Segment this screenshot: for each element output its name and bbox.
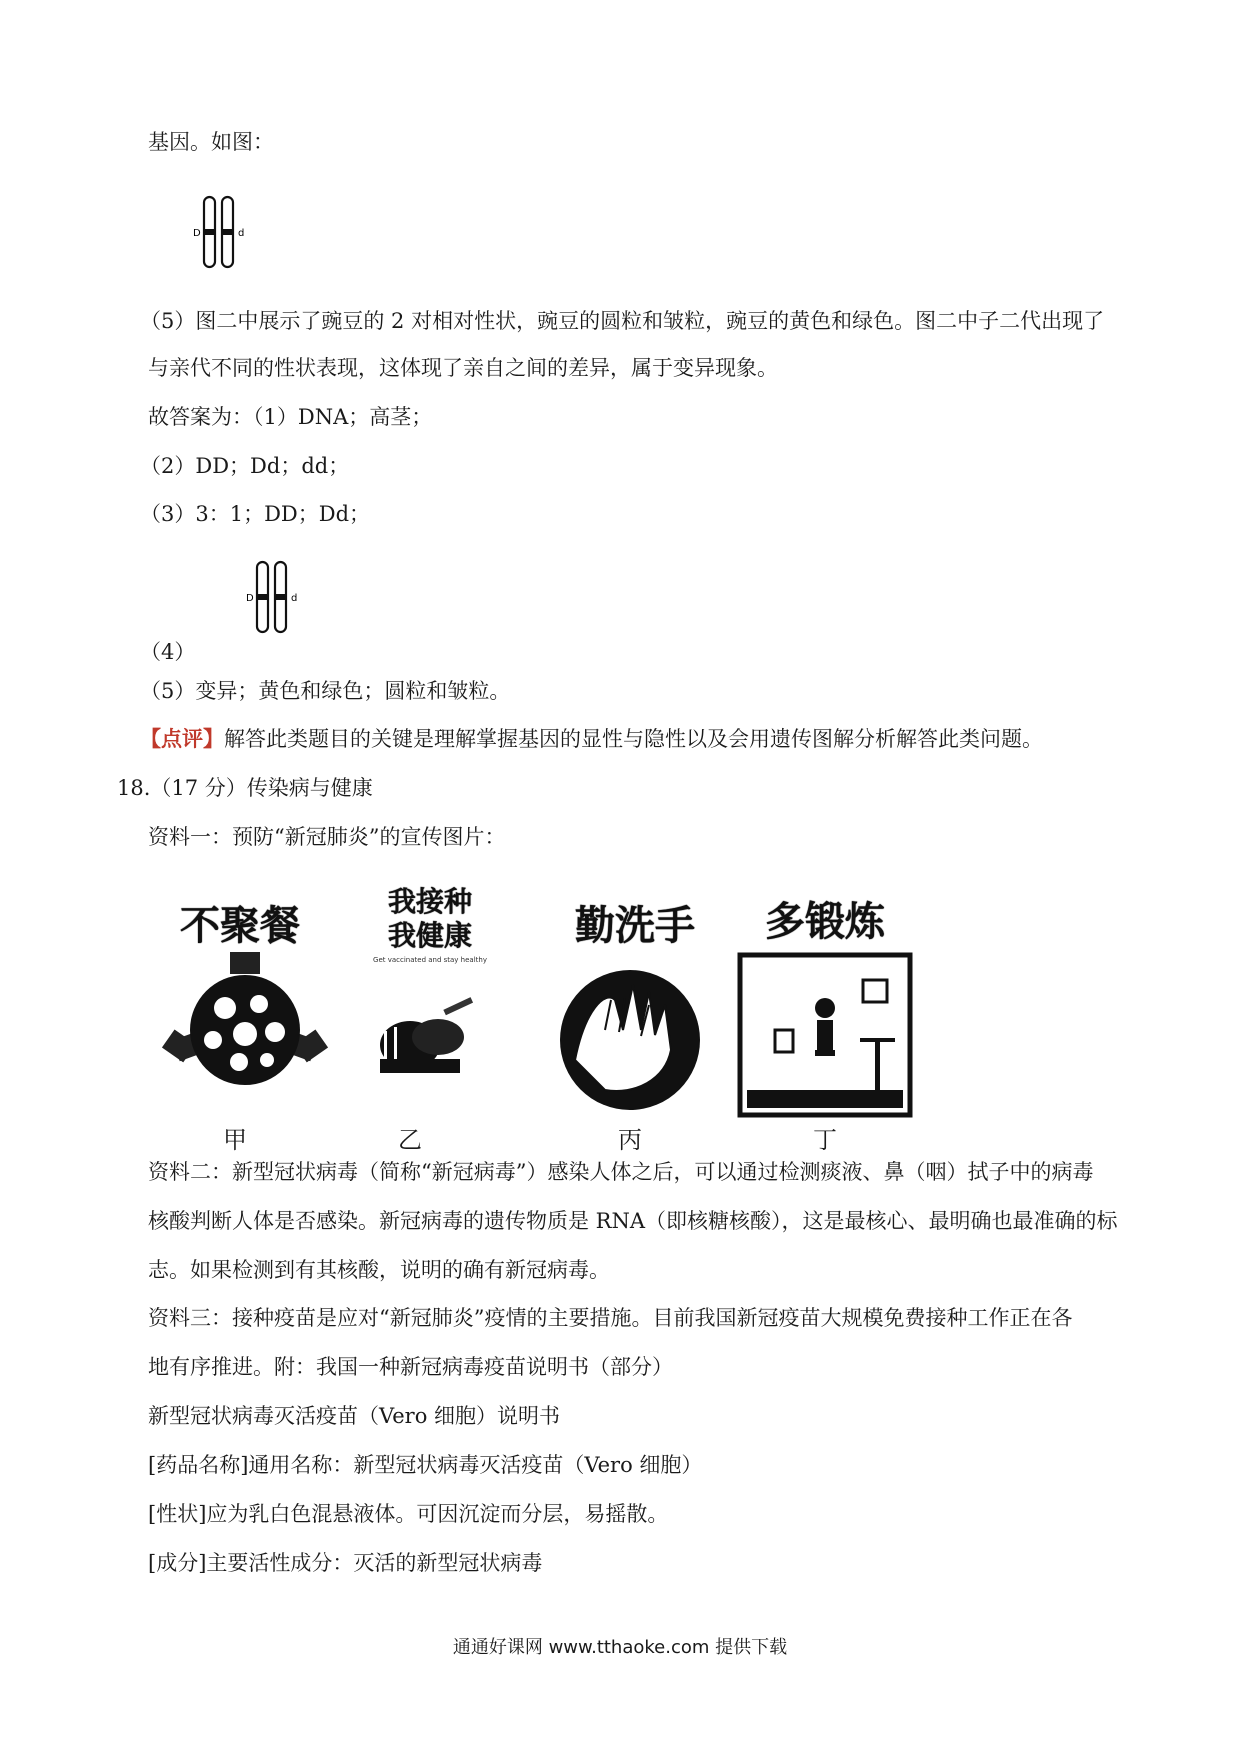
exercise-scene-icon <box>735 880 915 1120</box>
text-line <box>140 727 1043 751</box>
poster-title: 不聚餐 <box>180 903 300 949</box>
gene-band-left <box>204 229 215 235</box>
text-line: 资料二：新型冠状病毒（简称“新冠病毒”）感染人体之后，可以通过检测痰液、鼻（咽）拭子中的病毒 <box>148 1160 1094 1184</box>
chromosome-pair-figure <box>192 195 252 270</box>
gene-label-right: d <box>238 228 245 239</box>
poster-title: 我健康 <box>387 919 472 952</box>
poster-caption: 丁 <box>813 1126 837 1154</box>
text-line: 与亲代不同的性状表现，这体现了亲自之间的差异，属于变异现象。 <box>148 356 778 380</box>
chromosome-pair-figure <box>245 560 305 635</box>
page-footer: 通通好课网 www.tthaoke.com 提供下载 <box>452 1637 788 1658</box>
text-line: （5）图二中展示了豌豆的 2 对相对性状，豌豆的圆粒和皱粒，豌豆的黄色和绿色。图二中子二代出现了 <box>140 309 1105 333</box>
comment-tag: 【点评】 <box>140 726 224 751</box>
text-line: [性状]应为乳白色混悬液体。可因沉淀而分层，易摇散。 <box>148 1502 669 1526</box>
text-line: 基因。如图： <box>148 130 274 154</box>
gene-band-right <box>275 594 286 600</box>
vaccine-arm-icon <box>340 880 520 1120</box>
poster-title: 多锻炼 <box>765 899 885 945</box>
text-line: （4） <box>140 640 196 664</box>
text-line: （5）变异；黄色和绿色；圆粒和皱粒。 <box>140 679 511 703</box>
poster-caption: 丙 <box>618 1126 642 1154</box>
gene-label-left: D <box>246 593 254 604</box>
poster-title: 勤洗手 <box>575 903 695 949</box>
text-line: （3）3：1；DD；Dd； <box>140 502 371 526</box>
text-line: 故答案为：（1）DNA；高茎； <box>148 405 433 429</box>
round-table-icon <box>150 880 330 1120</box>
poster-title: 我接种 <box>387 885 472 918</box>
text-line: [药品名称]通用名称：新型冠状病毒灭活疫苗（Vero 细胞） <box>148 1453 703 1477</box>
poster-no-gathering <box>150 880 330 1120</box>
text-line: 资料一：预防“新冠肺炎”的宣传图片： <box>148 825 506 849</box>
text-line: 志。如果检测到有其核酸，说明的确有新冠病毒。 <box>148 1258 610 1282</box>
poster-wash-hands <box>545 880 725 1120</box>
gene-band-right <box>222 229 233 235</box>
question-heading: 18.（17 分）传染病与健康 <box>117 776 373 800</box>
poster-caption: 乙 <box>398 1126 422 1154</box>
poster-vaccination <box>340 880 520 1120</box>
text-line: [成分]主要活性成分：灭活的新型冠状病毒 <box>148 1551 543 1575</box>
gene-label-right: d <box>291 593 298 604</box>
comment-text: 解答此类题目的关键是理解掌握基因的显性与隐性以及会用遗传图解分析解答此类问题。 <box>224 727 1043 751</box>
gene-label-left: D <box>193 228 201 239</box>
poster-exercise <box>735 880 915 1120</box>
text-line: 核酸判断人体是否感染。新冠病毒的遗传物质是 RNA（即核糖核酸），这是最核心、最明确也最准确的标 <box>148 1209 1118 1233</box>
text-line: 资料三：接种疫苗是应对“新冠肺炎”疫情的主要措施。目前我国新冠疫苗大规模免费接种工作正在各 <box>148 1306 1073 1330</box>
poster-subtitle: Get vaccinated and stay healthy <box>373 956 487 964</box>
poster-caption: 甲 <box>223 1126 247 1154</box>
text-line: 地有序推进。附：我国一种新冠病毒疫苗说明书（部分） <box>148 1355 673 1379</box>
gene-band-left <box>257 594 268 600</box>
text-line: （2）DD；Dd；dd； <box>140 454 350 478</box>
hand-washing-icon <box>545 880 725 1120</box>
text-line: 新型冠状病毒灭活疫苗（Vero 细胞）说明书 <box>148 1404 561 1428</box>
